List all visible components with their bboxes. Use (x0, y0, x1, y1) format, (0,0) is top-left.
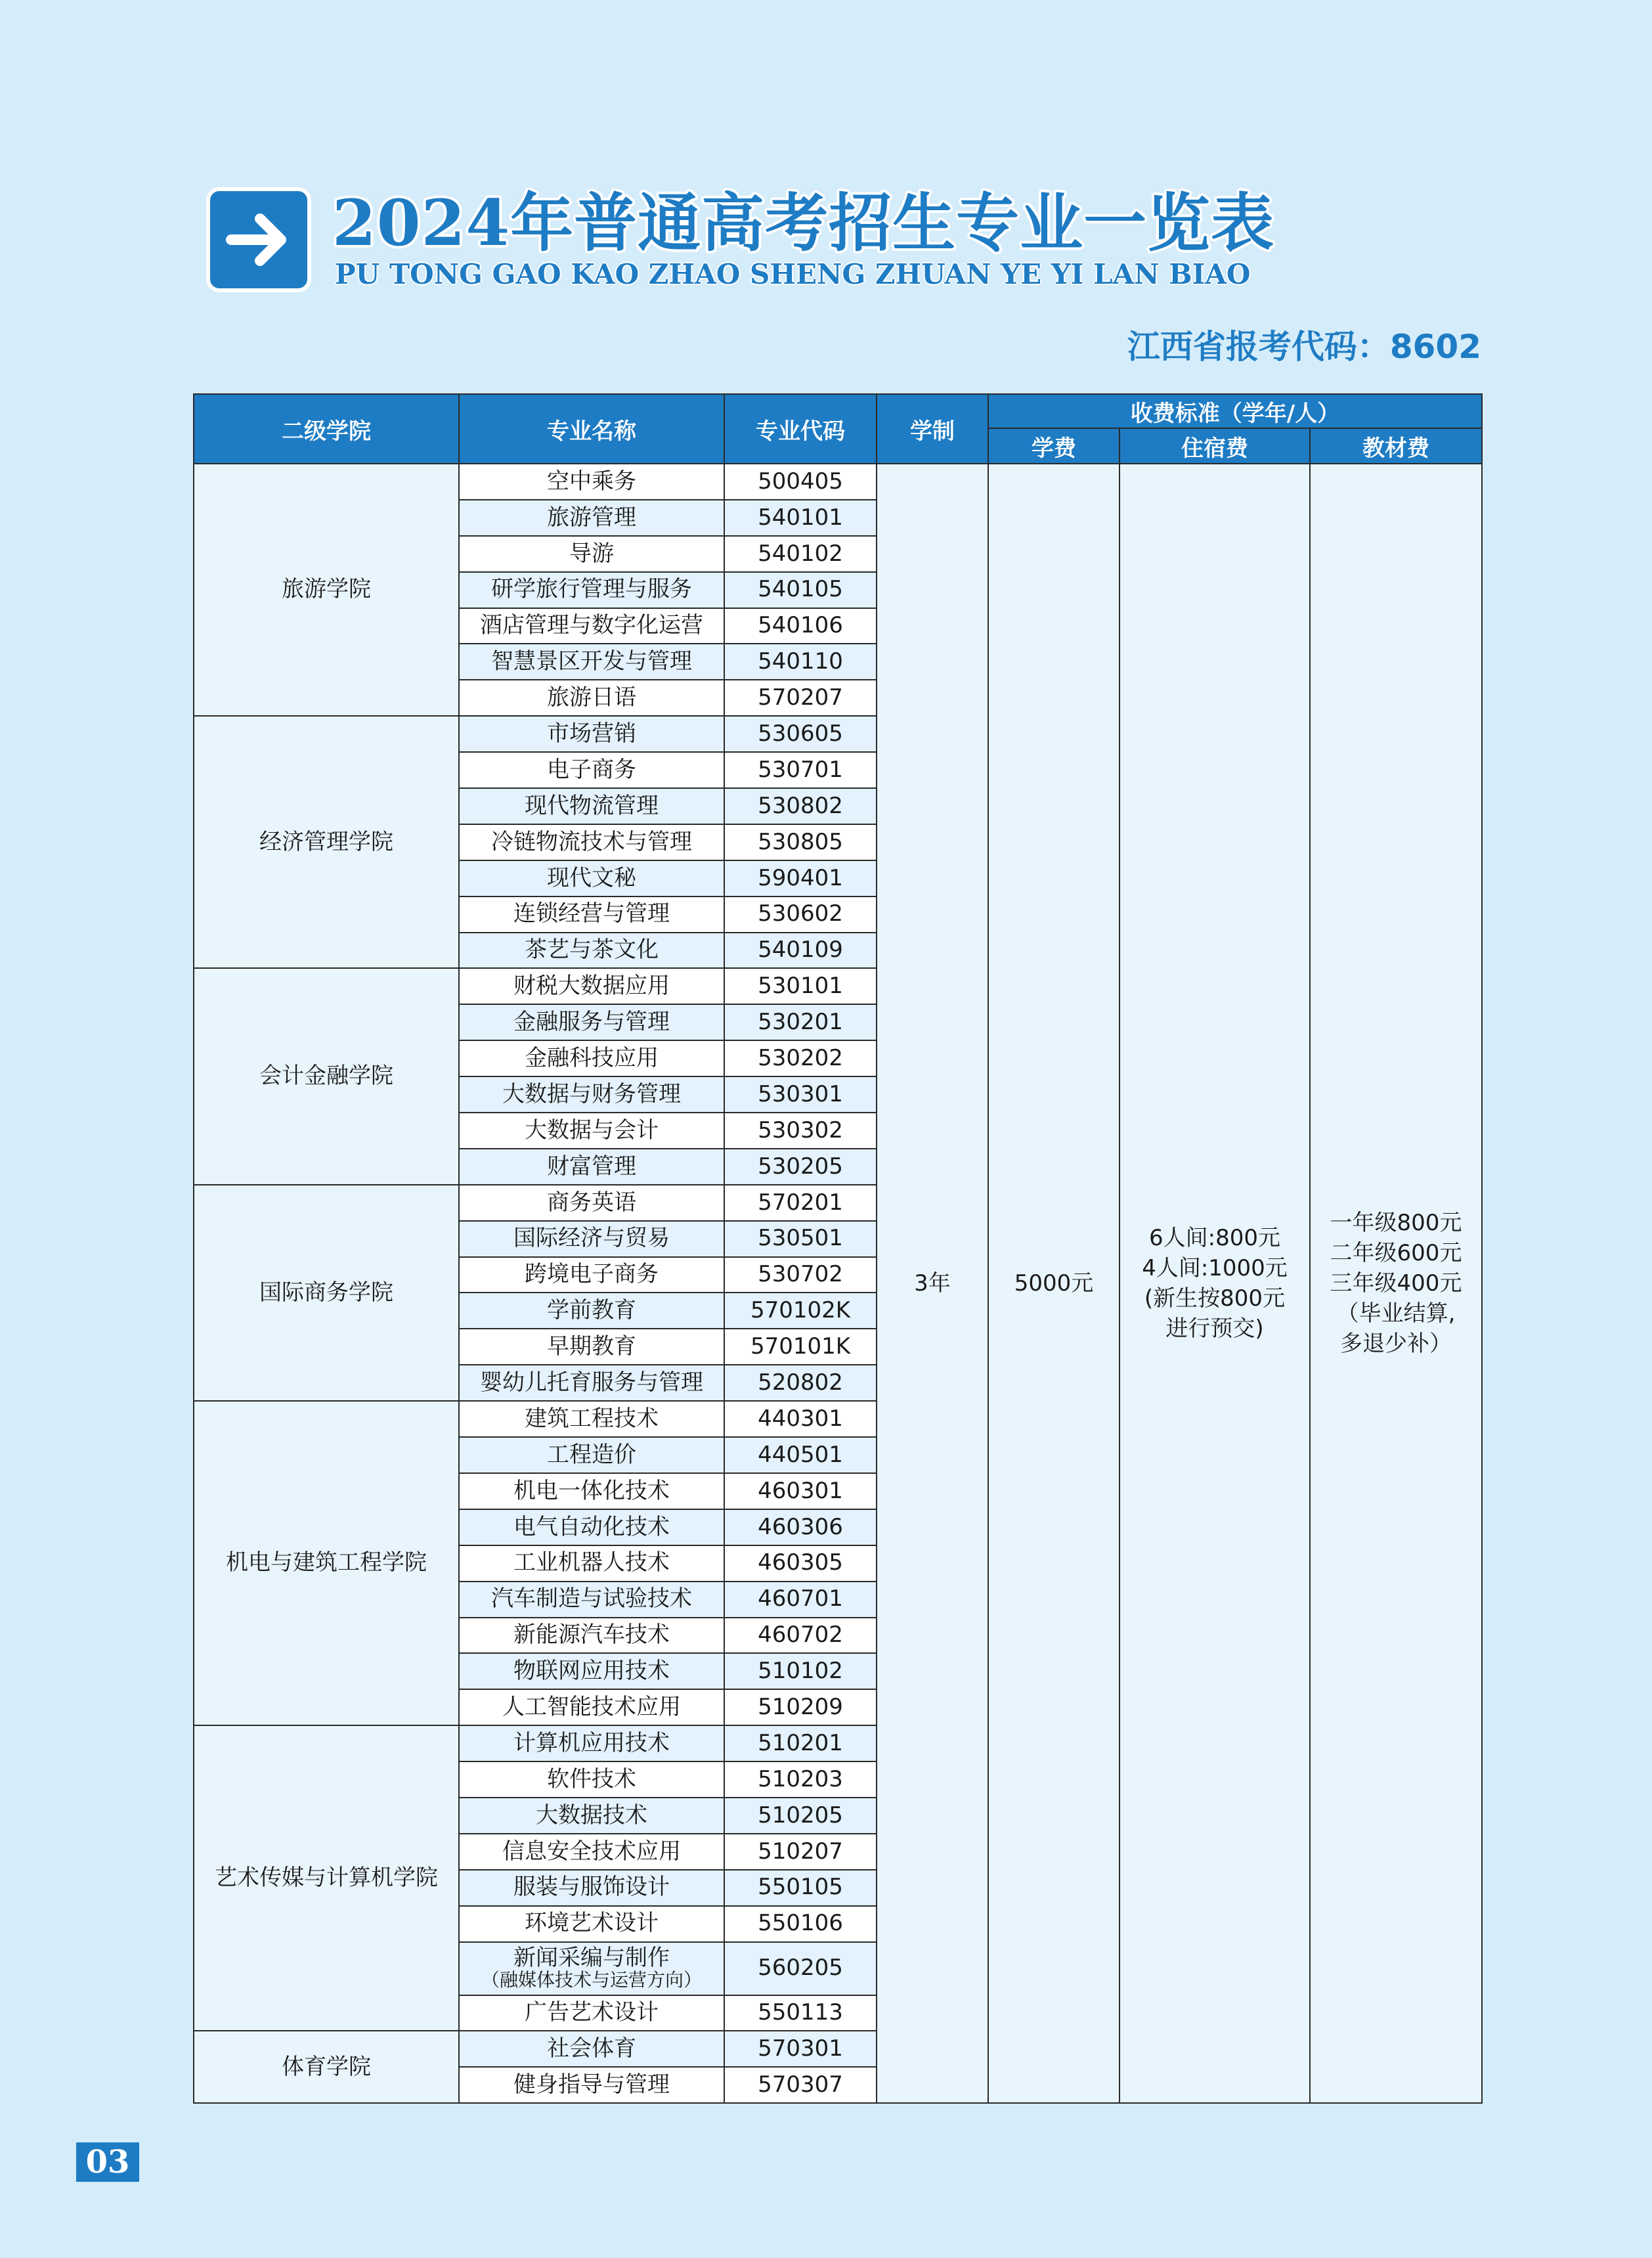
major-code-cell: 570301 (724, 2031, 877, 2067)
major-code-cell: 540110 (724, 644, 877, 680)
major-code-cell: 510207 (724, 1834, 877, 1870)
major-name-cell: 新能源汽车技术 (459, 1618, 724, 1654)
major-name-cell: 连锁经营与管理 (459, 897, 724, 933)
header-major: 专业名称 (459, 394, 724, 464)
major-code-cell: 540102 (724, 536, 877, 572)
page-header (206, 187, 1454, 299)
major-code-cell: 460702 (724, 1618, 877, 1654)
major-code-cell: 530101 (724, 968, 877, 1004)
books-line: 多退少补） (1340, 1331, 1452, 1358)
major-name-cell: 计算机应用技术 (459, 1725, 724, 1761)
header-fee-group: 收费标准（学年/人） (988, 394, 1482, 428)
major-code-cell: 510205 (724, 1798, 877, 1834)
major-code-cell: 530302 (724, 1113, 877, 1149)
major-name-cell: 金融科技应用 (459, 1040, 724, 1076)
major-name-cell: 现代文秘 (459, 860, 724, 897)
books-line: 二年级600元 (1330, 1240, 1462, 1267)
major-name-cell: 物联网应用技术 (459, 1653, 724, 1689)
page-title: 2024年普通高考招生专业一览表 (332, 186, 1275, 260)
major-name-cell: 大数据与财务管理 (459, 1076, 724, 1113)
dept-name-cell: 会计金融学院 (194, 968, 459, 1184)
header-books: 教材费 (1310, 428, 1482, 464)
major-name-cell: 研学旅行管理与服务 (459, 572, 724, 608)
header-tuition: 学费 (988, 428, 1119, 464)
major-code-cell: 540101 (724, 500, 877, 536)
major-name-cell (459, 1942, 724, 1995)
major-code-cell: 540105 (724, 572, 877, 608)
major-name-cell: 酒店管理与数字化运营 (459, 608, 724, 644)
tuition-cell: 5000元 (988, 464, 1119, 2103)
major-name-cell: 市场营销 (459, 716, 724, 752)
duration-cell: 3年 (877, 464, 988, 2103)
major-name-cell: 婴幼儿托育服务与管理 (459, 1365, 724, 1401)
major-note: （融媒体技术与运营方向） (481, 1969, 702, 1991)
majors-table-container (193, 393, 1483, 2104)
major-code-cell: 570101K (724, 1329, 877, 1365)
exam-code-line: 江西省报考代码：8602 (1127, 328, 1481, 366)
major-name-cell: 机电一体化技术 (459, 1473, 724, 1509)
dept-name-cell: 机电与建筑工程学院 (194, 1401, 459, 1725)
books-cell (1310, 464, 1482, 2103)
major-name-cell: 冷链物流技术与管理 (459, 824, 724, 860)
lodging-line: 进行预交) (1165, 1316, 1264, 1342)
major-code-cell: 460701 (724, 1582, 877, 1618)
major-name-cell: 健身指导与管理 (459, 2067, 724, 2103)
major-name-cell: 财税大数据应用 (459, 968, 724, 1004)
major-code-cell: 540109 (724, 933, 877, 969)
major-code-cell: 530605 (724, 716, 877, 752)
dept-name-cell: 艺术传媒与计算机学院 (194, 1725, 459, 2031)
books-line: 一年级800元 (1330, 1210, 1462, 1237)
major-name-cell: 旅游日语 (459, 680, 724, 716)
major-code-cell: 440501 (724, 1437, 877, 1473)
major-code-cell: 530602 (724, 897, 877, 933)
major-code-cell: 530205 (724, 1149, 877, 1185)
major-name-cell: 现代物流管理 (459, 788, 724, 824)
major-code-cell: 530701 (724, 752, 877, 788)
major-code-cell: 530802 (724, 788, 877, 824)
books-line: （毕业结算, (1336, 1300, 1456, 1327)
major-code-cell: 550105 (724, 1870, 877, 1906)
major-name-cell: 空中乘务 (459, 464, 724, 500)
major-name-cell: 广告艺术设计 (459, 1995, 724, 2031)
major-name-cell: 旅游管理 (459, 500, 724, 536)
majors-table (193, 393, 1483, 2104)
table-body (194, 464, 1482, 2103)
major-name-cell: 大数据与会计 (459, 1113, 724, 1149)
major-code-cell: 530202 (724, 1040, 877, 1076)
major-code-cell: 520802 (724, 1365, 877, 1401)
major-name-cell: 环境艺术设计 (459, 1906, 724, 1942)
major-code-cell: 530301 (724, 1076, 877, 1113)
lodging-line: 6人间:800元 (1149, 1225, 1280, 1252)
header-code: 专业代码 (724, 394, 877, 464)
dept-name-cell: 国际商务学院 (194, 1185, 459, 1401)
major-code-cell: 570307 (724, 2067, 877, 2103)
major-name-cell: 信息安全技术应用 (459, 1834, 724, 1870)
major-code-cell: 550106 (724, 1906, 877, 1942)
major-code-cell: 550113 (724, 1995, 877, 2031)
major-code-cell: 440301 (724, 1401, 877, 1437)
table-row (194, 464, 1482, 500)
dept-name-cell: 体育学院 (194, 2031, 459, 2103)
major-name-cell: 电子商务 (459, 752, 724, 788)
major-code-cell: 510201 (724, 1725, 877, 1761)
header-dept: 二级学院 (194, 394, 459, 464)
major-code-cell: 510203 (724, 1761, 877, 1798)
major-code-cell: 530702 (724, 1257, 877, 1293)
major-name-cell: 跨境电子商务 (459, 1257, 724, 1293)
major-name-cell: 社会体育 (459, 2031, 724, 2067)
major-code-cell: 560205 (724, 1942, 877, 1995)
major-code-cell: 540106 (724, 608, 877, 644)
major-name-cell: 服装与服饰设计 (459, 1870, 724, 1906)
major-code-cell: 570102K (724, 1293, 877, 1329)
page-number: 03 (76, 2142, 139, 2182)
major-name-cell: 大数据技术 (459, 1798, 724, 1834)
books-line: 三年级400元 (1330, 1270, 1462, 1297)
page-subtitle: PU TONG GAO KAO ZHAO SHENG ZHUAN YE YI LAN BIAO (335, 258, 1251, 290)
major-code-cell: 530201 (724, 1004, 877, 1040)
dept-name-cell: 旅游学院 (194, 464, 459, 716)
lodging-line: 4人间:1000元 (1142, 1255, 1288, 1282)
header-lodging: 住宿费 (1119, 428, 1310, 464)
major-name-cell: 金融服务与管理 (459, 1004, 724, 1040)
major-name-cell: 工程造价 (459, 1437, 724, 1473)
arrow-right-icon (206, 187, 311, 292)
major-name-cell: 电气自动化技术 (459, 1509, 724, 1545)
major-name-cell: 人工智能技术应用 (459, 1689, 724, 1725)
major-code-cell: 460305 (724, 1545, 877, 1582)
major-name-cell: 软件技术 (459, 1761, 724, 1798)
major-code-cell: 510102 (724, 1653, 877, 1689)
major-name-cell: 建筑工程技术 (459, 1401, 724, 1437)
major-code-cell: 460301 (724, 1473, 877, 1509)
major-name-cell: 智慧景区开发与管理 (459, 644, 724, 680)
major-name-cell: 工业机器人技术 (459, 1545, 724, 1582)
lodging-line: (新生按800元 (1144, 1285, 1286, 1312)
major-name-cell: 早期教育 (459, 1329, 724, 1365)
major-name-cell: 茶艺与茶文化 (459, 933, 724, 969)
major-code-cell: 530805 (724, 824, 877, 860)
dept-name-cell: 经济管理学院 (194, 716, 459, 968)
major-name-cell: 商务英语 (459, 1185, 724, 1221)
major-name-cell: 学前教育 (459, 1293, 724, 1329)
major-code-cell: 570201 (724, 1185, 877, 1221)
major-name: 新闻采编与制作 (513, 1944, 670, 1971)
major-code-cell: 590401 (724, 860, 877, 897)
major-code-cell: 500405 (724, 464, 877, 500)
header-duration: 学制 (877, 394, 988, 464)
major-code-cell: 510209 (724, 1689, 877, 1725)
major-code-cell: 530501 (724, 1221, 877, 1257)
major-name-cell: 导游 (459, 536, 724, 572)
major-name-cell: 汽车制造与试验技术 (459, 1582, 724, 1618)
major-name-cell: 财富管理 (459, 1149, 724, 1185)
major-code-cell: 570207 (724, 680, 877, 716)
lodging-cell (1119, 464, 1310, 2103)
major-code-cell: 460306 (724, 1509, 877, 1545)
major-name-cell: 国际经济与贸易 (459, 1221, 724, 1257)
